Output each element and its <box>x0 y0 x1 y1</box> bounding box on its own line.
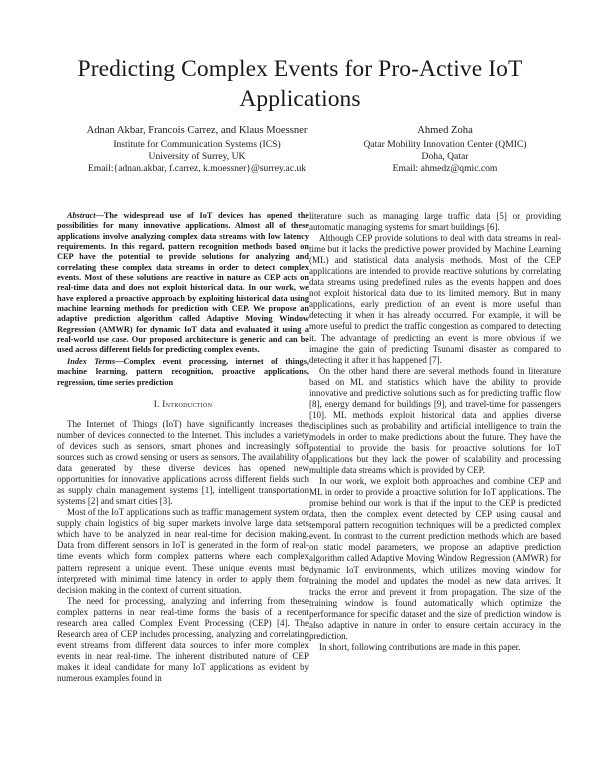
paragraph: Although CEP provide solutions to deal with data streams in real-time but it lacks the predictive power provided by Machine Learning (ML) and statistical data analysis methods. Most of the CEP applications are intended to provide reactive solutions by correlating data streams using predefined rules as the events happen and does not exploit historical data due to its limited memory. But in many applications, early prediction of an event is more useful than detecting it when it has already occurred. For example, it will be more useful to predict the traffic congestion as compared to detecting it. The advantage of predicting an event is more obvious if we imagine the gain of predicting Tsunami disaster as compared to detecting it after it has happened [7]. <box>309 233 561 365</box>
section-number: I. <box>153 398 160 409</box>
abstract-label: Abstract <box>67 211 96 220</box>
section-heading <box>57 399 309 410</box>
section-title: Introduction <box>162 398 213 409</box>
index-terms-text: —Complex event processing, internet of things, machine learning, pattern recognition, proactive applications, regression, time series prediction <box>57 356 310 387</box>
left-column <box>57 211 309 684</box>
paragraph: literature such as managing large traffic data [5] or providing automatic managing systems for smart buildings [6]. <box>309 211 561 233</box>
right-column <box>309 211 561 653</box>
index-terms-label: Index Terms <box>67 356 116 366</box>
author-names: Adnan Akbar, Francois Carrez, and Klaus Moessner <box>86 125 308 136</box>
author-names: Ahmed Zoha <box>417 125 473 136</box>
author-email: Email:{adnan.akbar, f.carrez, k.moessner}@surrey.ac.uk <box>87 163 307 174</box>
abstract <box>57 211 309 356</box>
author-email: Email: ahmedz@qmic.com <box>392 163 498 174</box>
paper-title: Predicting Complex Events for Pro-Active IoT Applications <box>77 56 523 112</box>
abstract-text: —The widespread use of IoT devices has opened the possibilities for many innovative applications. Almost all of these applications involve analyzing complex data streams with low latency requirements. In this regard, pattern recognition methods based on CEP have the potential to provide solutions for analyzing and correlating these complex data streams in order to detect complex events. Most of these solutions are reactive in nature as CEP acts on real-time data and does not exploit historical data. In our work, we have explored a proactive approach by exploiting historical data using machine learning methods for prediction with CEP. We propose an adaptive prediction algorithm called Adaptive Moving Window Regression (AMWR) for dynamic IoT data and evaluated it using a real-world use case. Our proposed architecture is generic and can be used across different fields for predicting complex events. <box>57 211 309 355</box>
author-block-left <box>57 125 337 175</box>
author-location: Doha, Qatar <box>421 151 469 162</box>
index-terms <box>57 357 309 388</box>
author-location: University of Surrey, UK <box>148 151 246 162</box>
author-affiliation: Qatar Mobility Innovation Center (QMIC) <box>363 139 527 150</box>
paragraph: The need for processing, analyzing and inferring from these complex patterns in near real-time forms the basis of a recent research area called Complex Event Processing (CEP) [4]. The Research area of CEP includes processing, analyzing and correlating event streams from different data sources to infer more complex events in near real-time. The inherent distributed nature of CEP makes it ideal candidate for many IoT applications as evident by numerous examples found in <box>57 595 309 683</box>
author-affiliation: Institute for Communication Systems (ICS) <box>113 139 281 150</box>
paragraph: In short, following contributions are made in this paper. <box>319 641 521 652</box>
paragraph: Most of the IoT applications such as traffic management system or supply chain logistics of big super markets involve large data sets which have to be analyzed in near real-time for decision making. Data from different sensors in IoT is generated in the form of real-time events which form complex patterns where each complex pattern represent a unique event. These unique events must be interpreted with minimal time latency in order to apply them for decision making in the context of current situation. <box>57 507 309 595</box>
paragraph: In our work, we exploit both approaches and combine CEP and ML in order to provide a proactive solution for IoT applications. The promise behind our work is that if the input to the CEP is predicted data, then the complex event detected by CEP using causal and temporal pattern recognition techniques will be a predicted complex event. In contrast to the current prediction methods which are based on static model parameters, we propose an adaptive prediction algorithm called Adaptive Moving Window Regression (AMWR) for dynamic IoT environments, which utilizes moving window for training the model and updates the model as new data arrives. It tracks the error and prevent it from propagation. The size of the training window is found automatically which optimize the performance for specific dataset and the size of prediction window is also adaptive in nature in order to ensure certain accuracy in the prediction. <box>309 476 561 641</box>
paragraph: On the other hand there are several methods found in literature based on ML and statistics which have the ability to provide innovative and predictive solutions such as for predicting traffic flow [8], energy demand for buildings [9], and travel-time for passengers [10]. ML methods exploit historical data and applies diverse disciplines such as probability and artificial intelligence to train the models in order to make predictions about the future. They have the potential to provide the basis for proactive solutions for IoT applications but they lack the power of scalability and processing multiple data streams which is provided by CEP. <box>309 365 561 476</box>
author-block-right <box>340 125 550 175</box>
paragraph: The Internet of Things (IoT) have significantly increases the number of devices connected to the Internet. This includes a variety of devices such as sensors, smart phones and increasingly soft sources such as crowd sensing or users as sensors. The availability of data generated by these diverse devices has opened new opportunities for innovative applications across different fields such as supply chain management systems [1], intelligent transportation systems [2] and smart cities [3]. <box>57 418 309 507</box>
